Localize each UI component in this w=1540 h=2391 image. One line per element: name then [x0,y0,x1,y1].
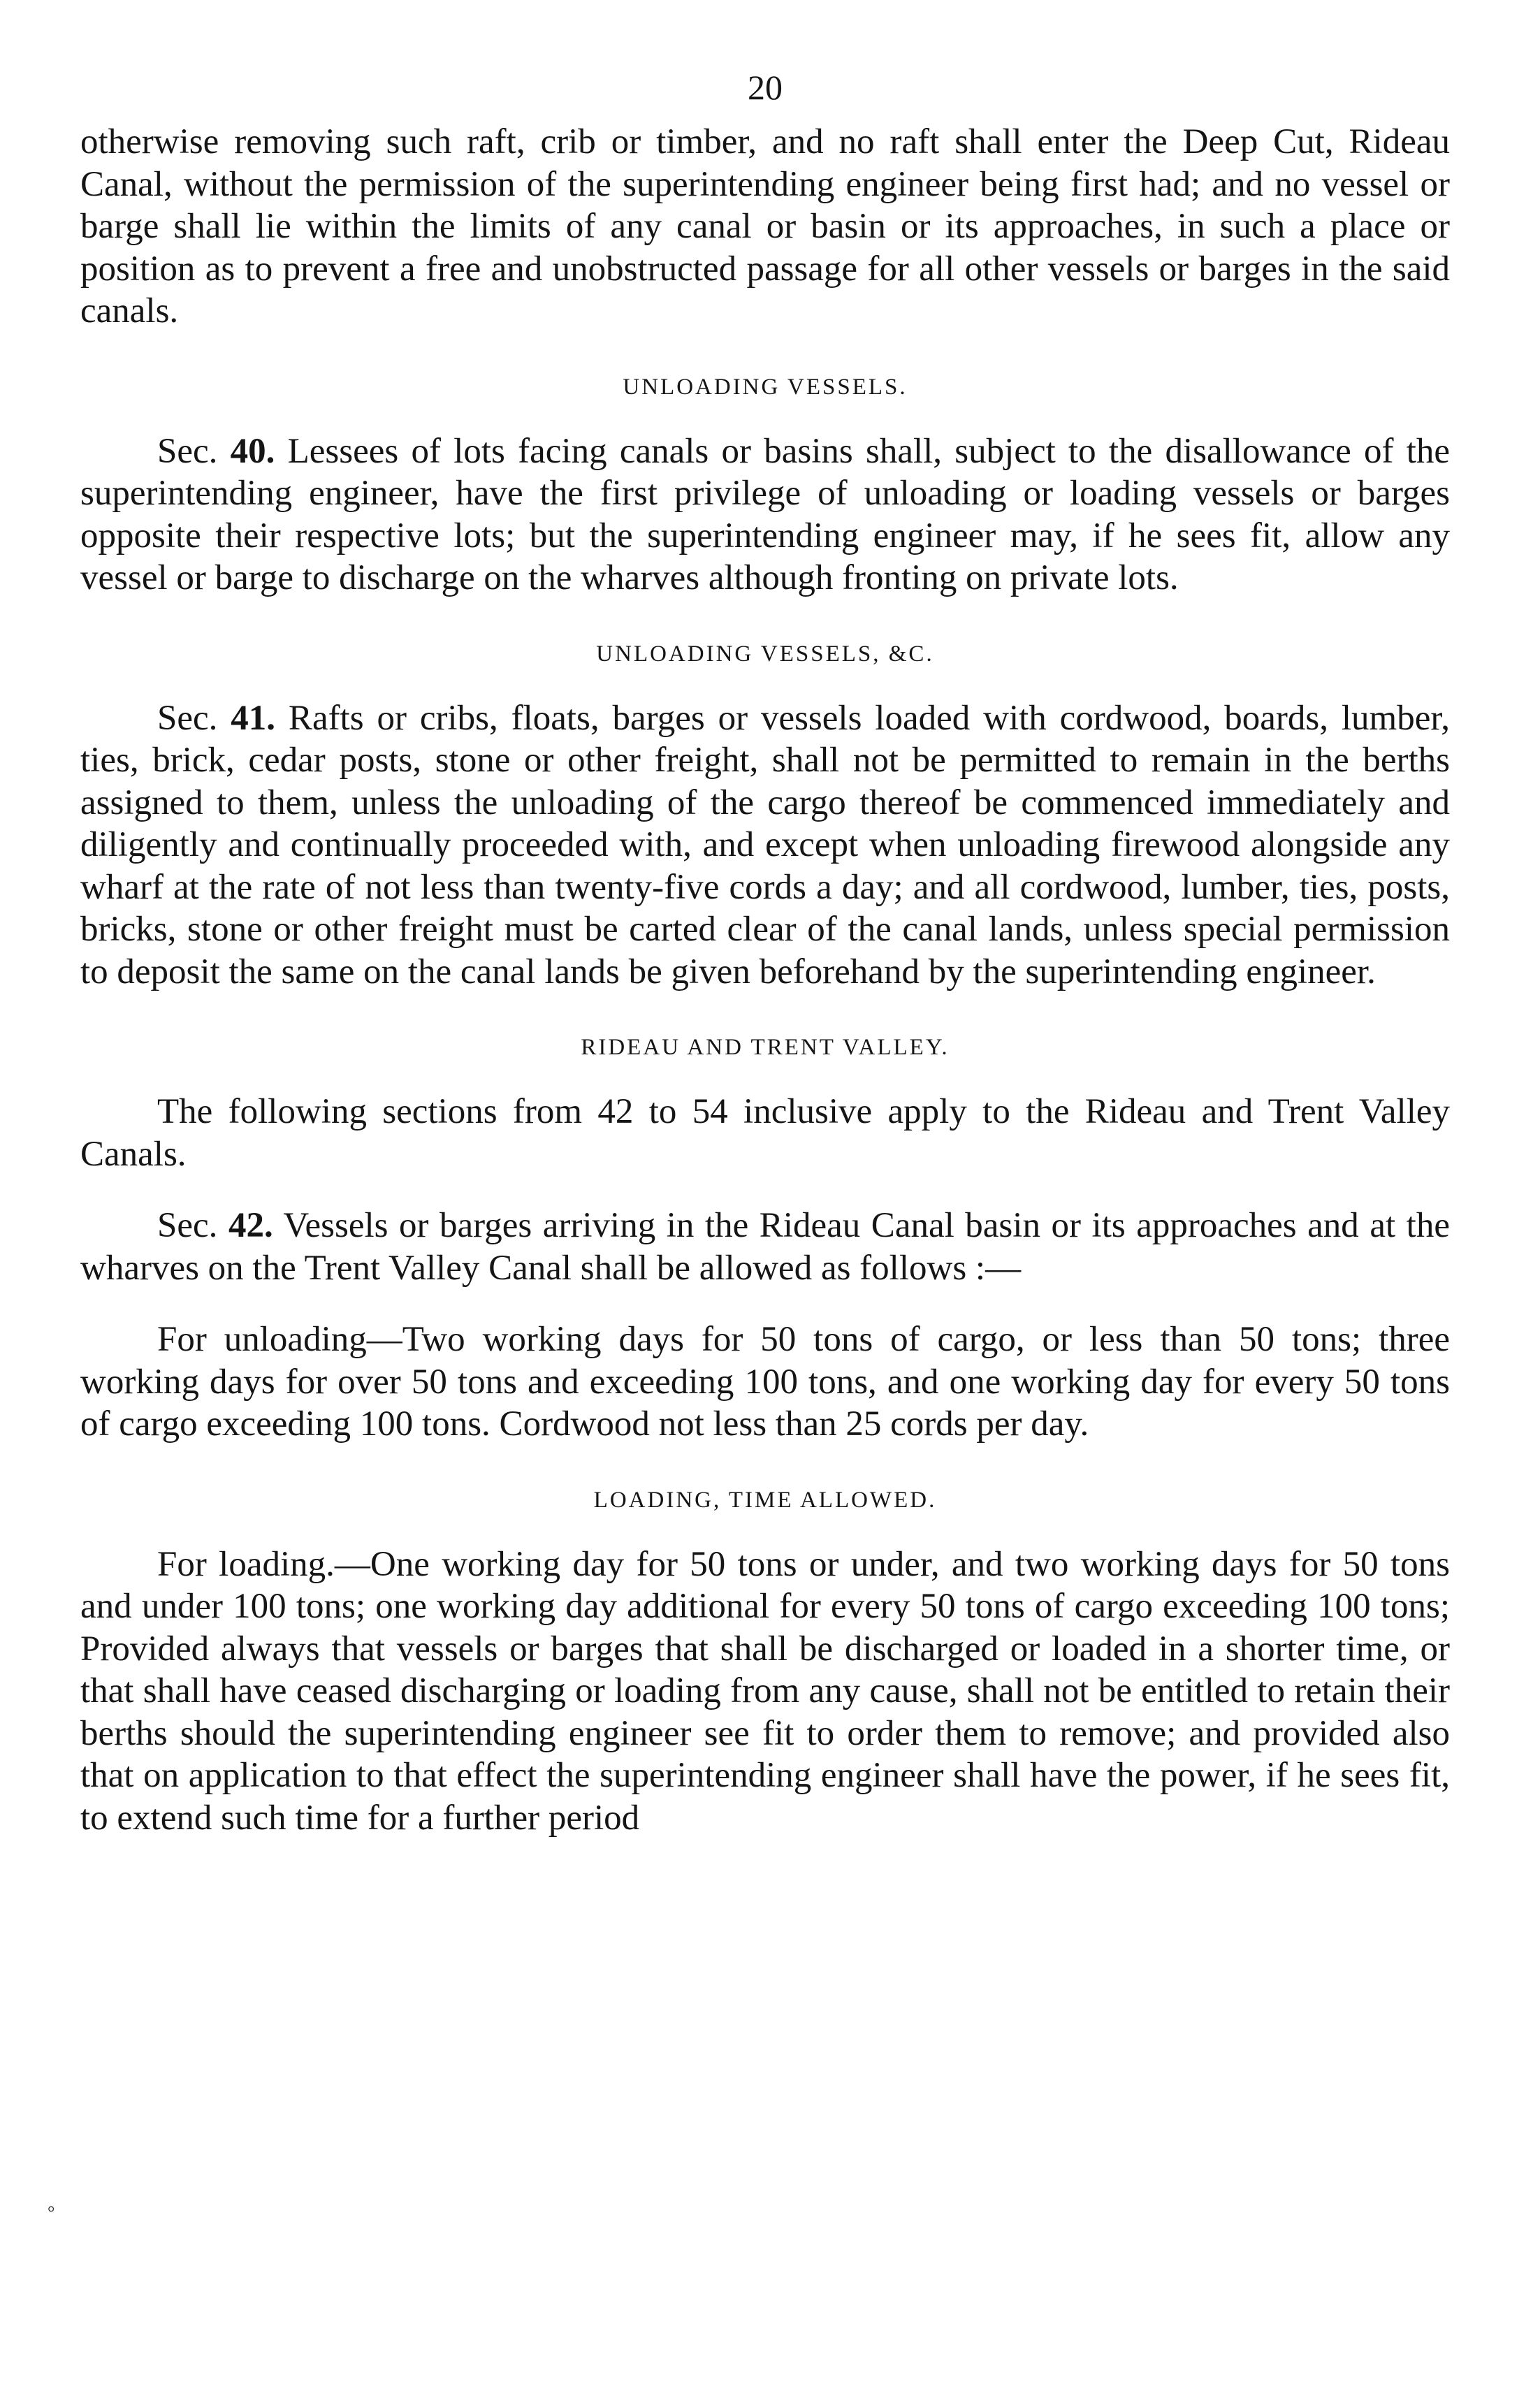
margin-dot-mark: ° [48,2202,55,2223]
document-page [80,66,1450,1839]
section-41-number: 41. [231,698,276,738]
heading-unloading-vessels: UNLOADING VESSELS. [623,374,908,400]
section-41-paragraph [80,697,1450,994]
section-41-label: Sec. [157,698,218,738]
section-40-number: 40. [230,431,275,471]
section-42-label: Sec. [157,1206,218,1245]
heading-rideau-and-trent-valley: RIDEAU AND TRENT VALLEY. [581,1035,950,1060]
section-42-text: Vessels or barges arriving in the Rideau Canal basin or its approaches and at the wharves on the Trent Valley Canal shall be allowed as follows :— [80,1206,1450,1288]
section-40-paragraph [80,430,1450,599]
section-40-text: Lessees of lots facing canals or basins shall, subject to the disallowance of the superintending engineer, have the first privilege of unloading or loading vessels or barges opposite their respective lots; but the superintending engineer may, if he sees fit, allow any vessel or barge to discharge on the wharves although fronting on private lots. [80,431,1450,597]
section-42-number: 42. [228,1206,273,1245]
section-40-label: Sec. [157,431,218,471]
section-42-paragraph [80,1205,1450,1289]
unloading-allowance-paragraph: For unloading—Two working days for 50 tons of cargo, or less than 50 tons; three working days for over 50 tons and exceeding 100 tons, and one working day for every 50 tons of cargo exceeding 100 tons. Cordwood not less than 25 cords per day. [80,1320,1450,1444]
page-number: 20 [748,68,783,107]
section-41-text: Rafts or cribs, floats, barges or vessels loaded with cordwood, boards, lumber, ties, brick, cedar posts, stone or other freight, shall not be permitted to remain in the berths assigned to them, unless the unloading of the cargo thereof be commenced immediately and diligently and continually proceeded with, and except when unloading firewood alongside any wharf at the rate of not less than twenty-five cords a day; and all cordwood, lumber, ties, posts, bricks, stone or other freight must be carted clear of the canal lands, unless special permission to deposit the same on the canal lands be given beforehand by the superintending engineer. [80,698,1451,991]
intro-paragraph: otherwise removing such raft, crib or timber, and no raft shall enter the Deep Cut, Rideau Canal, without the permission of the superintending engineer being first had; and no vessel or barge shall lie within the limits of any canal or basin or its approaches, in such a place or position as to prevent a free and unobstructed passage for all other vessels or barges in the said canals. [80,122,1450,330]
heading-loading-time-allowed: LOADING, TIME ALLOWED. [593,1487,937,1513]
heading-unloading-vessels-etc: UNLOADING VESSELS, &C. [596,641,934,667]
loading-allowance-paragraph: For loading.—One working day for 50 tons or under, and two working days for 50 tons and under 100 tons; one working day additional for every 50 tons of cargo exceeding 100 tons; Provided always that vessels or barges that shall be discharged or loaded in a shorter time, or that shall have ceased discharging or loading from any cause, shall not be entitled to retain their berths should the superintending engineer see fit to order them to remove; and provided also that on application to that effect the superintending engineer shall have the power, if he sees fit, to extend such time for a further period [80,1544,1450,1838]
following-sections-paragraph: The following sections from 42 to 54 inclusive apply to the Rideau and Trent Valley Canals. [80,1092,1450,1174]
